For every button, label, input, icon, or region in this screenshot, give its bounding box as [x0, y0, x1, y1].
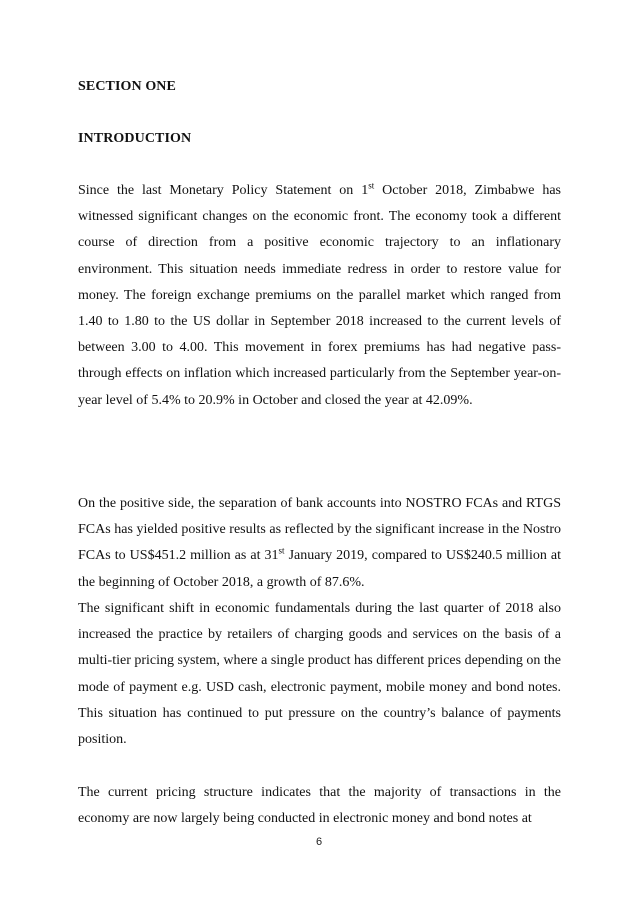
page-number: 6 — [315, 836, 323, 848]
paragraph-text: Since the last Monetary Policy Statement on 1 — [78, 183, 369, 198]
section-heading: SECTION ONE — [78, 79, 176, 94]
paragraph-multi-tier-pricing: The significant shift in economic fundamentals during the last quarter of 2018 also increased the practice by retailers of charging goods and services on the basis of a multi-tier pricing system, where a single product has different prices depending on the mode of payment e.g. USD cash, electronic payment, mobile money and bond notes. This situation has continued to put pressure on the country’s balance of payments position. — [78, 601, 561, 748]
paragraph-text: October 2018, Zimbabwe has witnessed significant changes on the economic front. The economy took a different course of direction from a positive economic trajectory to an inflationary environment. This situation needs immediate redress in order to restore value for money. The foreign exchange premiums on the parallel market which ranged from 1.40 to 1.80 to the US dollar in September 2018 increased to the current levels of between 3.00 to 4.00. This movement in forex premiums has had negative pass-through effects on inflation which increased particularly from the September year-on-year level of 5.4% to 20.9% in October and closed the year at 42.09%. — [78, 183, 561, 408]
paragraph-text: On the positive side, the separation of bank accounts into NOSTRO FCAs and RTGS FCAs has yielded positive results as reflected by the significant increase in the Nostro FCAs to US$451.2 million as at 31 — [78, 496, 561, 564]
ordinal-suffix: st — [368, 180, 375, 191]
paragraph-pricing-structure: The current pricing structure indicates that the majority of transactions in the economy are now largely being conducted in electronic money and bond notes at — [78, 785, 561, 827]
paragraph-text: January 2019, compared to US$240.5 million at the beginning of October 2018, a growth of 87.6%. — [78, 548, 561, 590]
introduction-heading: INTRODUCTION — [78, 131, 192, 146]
ordinal-suffix: st — [278, 545, 285, 556]
paragraph-nostro-fcas — [78, 491, 561, 596]
paragraph-monetary-policy — [78, 178, 561, 414]
